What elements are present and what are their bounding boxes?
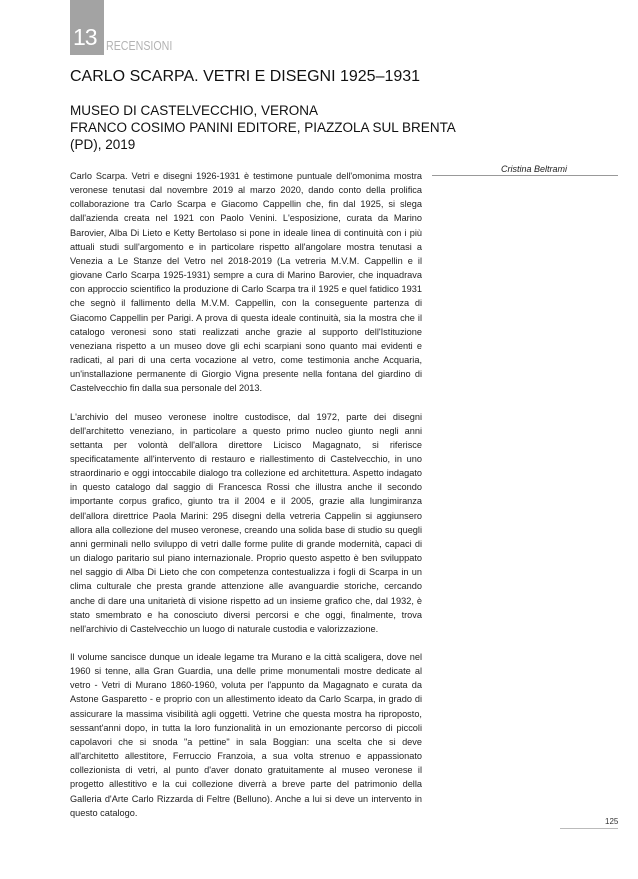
article-body xyxy=(70,169,422,834)
section-label: RECENSIONI xyxy=(106,38,173,53)
body-paragraph-2: L'archivio del museo veronese inoltre custodisce, dal 1972, parte dei disegni dell'architetto veneziano, in particolare a questo primo nucleo giunto negli anni settanta per volontà dell'allora direttore Licisco Magagnato, si riferisce specificatamente all'intervento di restauro e riallestimento di Castelvecchio, in uno straordinario e oggi intoccabile dialogo tra collezione ed architettura. Aspetto indagato in questo catalogo dal saggio di Francesca Rossi che illustra anche il secondo importante corpus grafico, giunto tra il 2004 e il 2005, grazie alla lungimiranza dell'allora direttrice Paola Marini: 295 disegni della vetreria Cappelin si aggiunsero allora alla collezione del museo veronese, creando una solida base di studio su quegli anni germinali nello sviluppo di vetri dalle forme pulite di grande modernità, capaci di un dialogo paritario sul piano internazionale. Proprio questo aspetto è ben sviluppato nel saggio di Alba Di Lieto che con competenza contestualizza i fogli di Scarpa in un clima culturale che presta grande attenzione alle avanguardie storiche, cercando anche di dare una unitarietà di visione rispetto ad un insieme grafico che, dal 1932, è stato smembrato e ha conosciuto diversi percorsi e che oggi, finalmente, trova nell'archivio di Castelvecchio un luogo di naturale custodia e valorizzazione. xyxy=(70,411,422,634)
article-title: CARLO SCARPA. VETRI E DISEGNI 1925–1931 xyxy=(70,68,421,85)
subtitle-line-museum: MUSEO DI CASTELVECCHIO, VERONA xyxy=(70,103,319,118)
body-paragraph-3: Il volume sancisce dunque un ideale legame tra Murano e la città scaligera, dove nel 1960 si tenne, alla Gran Guardia, una delle prime monumentali mostre dedicate al vetro - Vetri di Murano 1860-1960, voluta per l'appunto da Magagnato e curata da Astone Gasparetto - e proprio con un allestimento ideato da Carlo Scarpa, in grado di assicurare la massima visibilità agli oggetti. Vetrine che questa mostra ha riproposto, sessant'anni dopo, in tutta la loro funzionalità in un emozionante percorso di piccoli capolavori che si snoda "a pettine" in sala Boggian: una scelta che si deve all'architetto allestitore, Ferruccio Franzoia, a sua volta strenuo e appassionato collezionista di vetri, al punto d'aver donato gratuitamente al museo veronese il progetto allestitivo e la cui collezione diverrà a breve parte del patrimonio della Galleria d'Arte Carlo Rizzarda di Feltre (Belluno). Anche a lui si deve un intervento in questo catalogo. xyxy=(70,652,422,818)
article-subtitle xyxy=(70,102,456,153)
footer-rule xyxy=(560,828,618,829)
subtitle-line-publisher: FRANCO COSIMO PANINI EDITORE, PIAZZOLA SUL BRENTA xyxy=(70,120,456,135)
body-paragraph-1: Carlo Scarpa. Vetri e disegni 1926-1931 è testimone puntuale dell'omonima mostra veronese tenutasi dal novembre 2019 al marzo 2020, dando conto della prolifica collaborazione tra Carlo Scarpa e Giacomo Cappellin che, fin dal 1925, si slega dall'azienda creata nel 1921 con Paolo Venini. L'esposizione, curata da Marino Barovier, Alba Di Lieto e Ketty Bertolaso si pone in ideale linea di continuità con i più attuali studi sull'argomento e in particolare rispetto all'angolare mostra tenutasi a Venezia a Le Stanze del Vetro nel 2018-2019 (La vetreria M.V.M. Cappellin e il giovane Carlo Scarpa 1925-1931) sempre a cura di Marino Barovier, che inquadrava con approccio scientifico la produzione di Carlo Scarpa tra il 1925 e quel fatidico 1931 che segnò il fallimento della M.V.M. Cappellin, con la conseguente partenza di Giacomo Cappellin per Parigi. A prova di questa ideale continuità, sia la mostra che il catalogo veronesi sono stati realizzati anche grazie al supporto dell'Istituzione veneziana rispetto a un museo dove gli echi scarpiani sono quanto mai evidenti e radicati, al pari di una certa vocazione al vetro, come testimonia anche Acquaria, un'installazione permanente di Giorgio Vigna presente nella fontana del giardino di Castelvecchio fin dalla sua personale del 2013. xyxy=(70,171,422,394)
chapter-number: 13 xyxy=(73,24,97,50)
author-rule xyxy=(432,175,618,176)
subtitle-line-place-year: (PD), 2019 xyxy=(70,137,136,152)
author-name: Cristina Beltrami xyxy=(500,164,567,174)
page-number: 125 xyxy=(605,817,619,826)
